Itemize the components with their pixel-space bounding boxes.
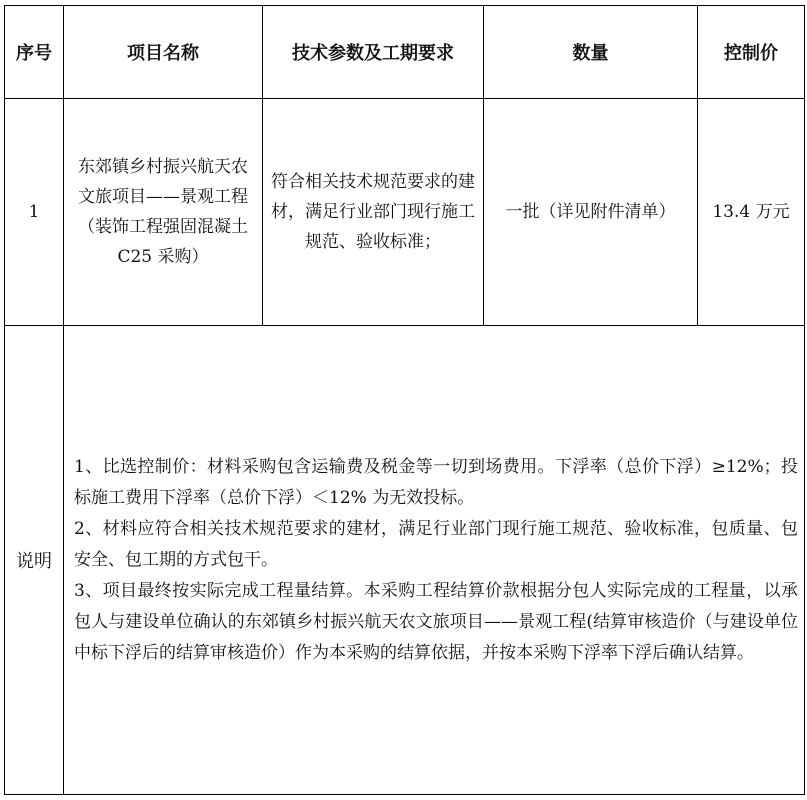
header-quantity: 数量 [484, 6, 698, 99]
note-item-2: 2、材料应符合相关技术规范要求的建材，满足行业部门现行施工规范、验收标准，包质量、包安全、包工期的方式包干。 [74, 518, 798, 570]
note-item-3: 3、项目最终按实际完成工程量结算。本采购工程结算价款根据分包人实际完成的工程量，以承包人与建设单位确认的东郊镇乡村振兴航天农文旅项目——景观工程(结算审核造价（与建设单位中标下浮后的结算审核造价）作为本采购的结算依据，并按本采购下浮率下浮后确认结算。 [74, 580, 798, 663]
notes-content [64, 326, 805, 795]
header-spec: 技术参数及工期要求 [263, 6, 484, 99]
table-row [5, 99, 805, 326]
notes-label: 说明 [5, 326, 64, 795]
table-header-row [5, 6, 805, 99]
cell-spec: 符合相关技术规范要求的建材，满足行业部门现行施工规范、验收标准； [263, 99, 484, 326]
cell-seq: 1 [5, 99, 64, 326]
note-item-1: 1、比选控制价：材料采购包含运输费及税金等一切到场费用。下浮率（总价下浮）≥12%；投标施工费用下浮率（总价下浮）＜12% 为无效投标。 [74, 456, 798, 508]
cell-quantity: 一批（详见附件清单） [484, 99, 698, 326]
header-project-name: 项目名称 [64, 6, 263, 99]
cell-price: 13.4 万元 [698, 99, 805, 326]
header-seq: 序号 [5, 6, 64, 99]
header-price: 控制价 [698, 6, 805, 99]
cell-project-name: 东郊镇乡村振兴航天农文旅项目——景观工程（装饰工程强固混凝土 C25 采购） [64, 99, 263, 326]
notes-row [5, 326, 805, 795]
procurement-table [4, 5, 805, 795]
